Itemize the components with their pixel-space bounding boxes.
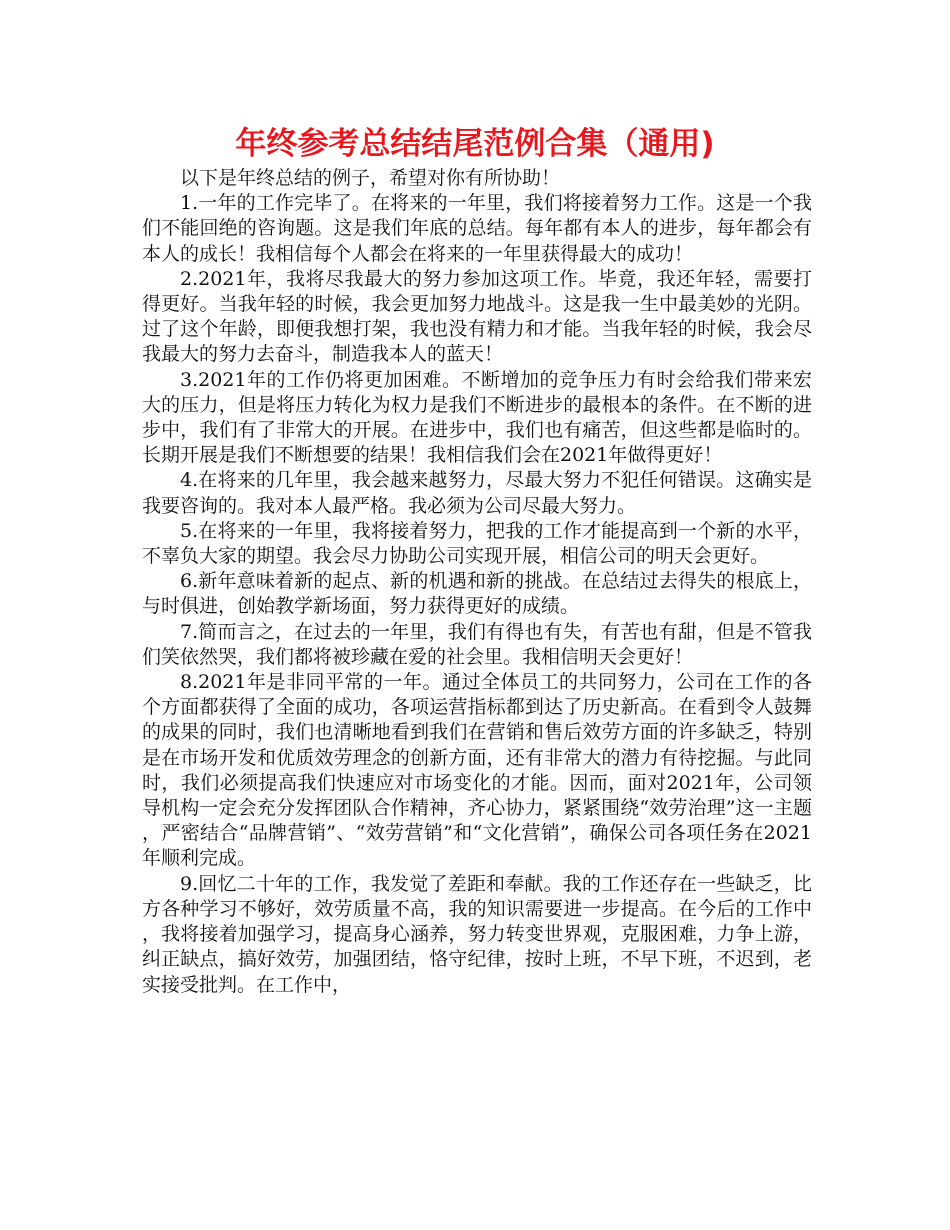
paragraph-6: 6.新年意味着新的起点、新的机遇和新的挑战。在总结过去得失的根底上，与时俱进，创始教学新场面，努力获得更好的成绩。 <box>142 570 812 618</box>
intro-paragraph: 以下是年终总结的例子，希望对你有所协助！ <box>180 167 561 189</box>
paragraph-1: 1.一年的工作完毕了。在将来的一年里，我们将接着努力工作。这是一个我们不能回绝的咨询题。这是我们年底的总结。每年都有本人的进步，每年都会有本人的成长！我相信每个人都会在将来的一年里获得最大的成功！ <box>142 192 812 265</box>
paragraph-8: 8.2021年是非同平常的一年。通过全体员工的共同努力，公司在工作的各个方面都获得了全面的成功，各项运营指标都到达了历史新高。在看到令人鼓舞的成果的同时，我们也清晰地看到我们在营销和售后效劳方面的许多缺乏，特别是在市场开发和优质效劳理念的创新方面，还有非常大的潜力有待挖掘。与此同时，我们必须提高我们快速应对市场变化的才能。因而，面对2021年，公司领导机构一定会充分发挥团队合作精神，齐心协力，紧紧围绕“效劳治理”这一主题，严密结合“品牌营销”、“效劳营销”和“文化营销”，确保公司各项任务在2021年顺利完成。 <box>142 671 812 870</box>
paragraph-7: 7.简而言之，在过去的一年里，我们有得也有失，有苦也有甜，但是不管我们笑依然哭，我们都将被珍藏在爱的社会里。我相信明天会更好！ <box>142 620 812 668</box>
paragraph-9: 9.回忆二十年的工作，我发觉了差距和奉献。我的工作还存在一些缺乏，比方各种学习不够好，效劳质量不高，我的知识需要进一步提高。在今后的工作中，我将接着加强学习，提高身心涵养，努力转变世界观，克服困难，力争上游，纠正缺点，搞好效劳，加强团结，恪守纪律，按时上班，不早下班，不迟到，老实接受批判。在工作中， <box>142 872 812 996</box>
paragraph-5: 5.在将来的一年里，我将接着努力，把我的工作才能提高到一个新的水平，不辜负大家的期望。我会尽力协助公司实现开展，相信公司的明天会更好。 <box>142 519 812 568</box>
paragraph-4: 4.在将来的几年里，我会越来越努力，尽最大努力不犯任何错误。这确实是我要咨询的。我对本人最严格。我必须为公司尽最大努力。 <box>142 469 812 517</box>
document-title: 年终参考总结结尾范例合集（通用) <box>235 126 715 162</box>
paragraph-2: 2.2021年，我将尽我最大的努力参加这项工作。毕竟，我还年轻，需要打得更好。当我年轻的时候，我会更加努力地战斗。这是我一生中最美妙的光阴。过了这个年龄，即便我想打架，我也没有精力和才能。当我年轻的时候，我会尽我最大的努力去奋斗，制造我本人的蓝天！ <box>142 267 812 366</box>
document-body <box>142 166 812 998</box>
paragraph-3: 3.2021年的工作仍将更加困难。不断增加的竞争压力有时会给我们带来宏大的压力，但是将压力转化为权力是我们不断进步的最根本的条件。在不断的进步中，我们有了非常大的开展。在进步中，我们也有痛苦，但这些都是临时的。长期开展是我们不断想要的结果！我相信我们会在2021年做得更好！ <box>142 368 812 467</box>
